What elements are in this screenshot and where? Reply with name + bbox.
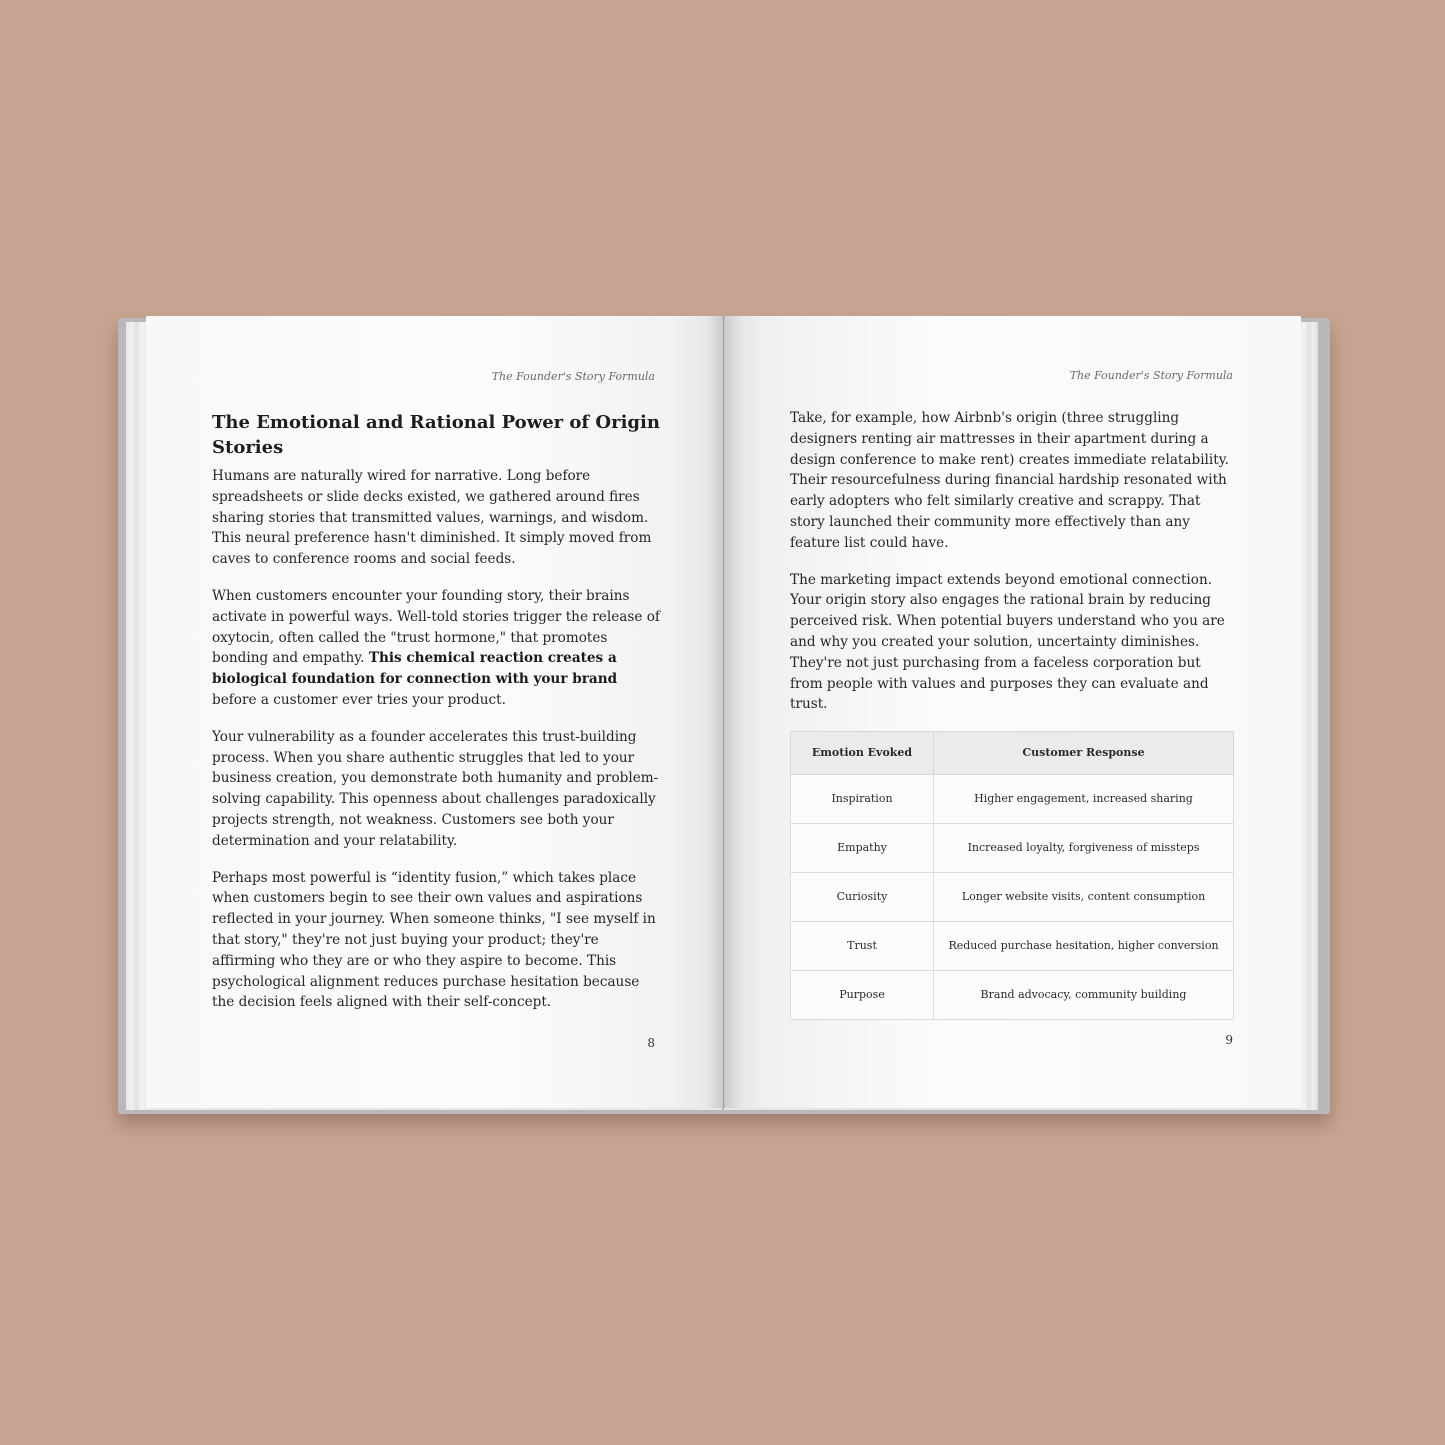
table-row <box>791 922 1234 971</box>
table-cell: Reduced purchase hesitation, higher conversion <box>934 922 1234 971</box>
left-page <box>146 316 723 1108</box>
running-head: The Founder's Story Formula <box>1069 369 1233 382</box>
paragraph: Perhaps most powerful is “identity fusion,” which takes place when customers begin to see their own values and aspirations reflected in your journey. When someone thinks, "I see myself in that story," they're not just buying your product; they're affirming who they are or who they aspire to become. This psychological alignment reduces purchase hesitation because the decision feels aligned with their self-concept. <box>212 869 656 1011</box>
table-cell: Curiosity <box>791 873 934 922</box>
section-title: The Emotional and Rational Power of Origin Stories <box>212 412 660 458</box>
table-header-cell: Emotion Evoked <box>791 732 934 775</box>
paragraph: Your vulnerability as a founder accelerates this trust-building process. When you share authentic struggles that led to your business creation, you demonstrate both humanity and problem-solving capability. This openness about challenges paradoxically projects strength, not weakness. Customers see both your determination and your relatability. <box>212 728 659 849</box>
paragraph: The marketing impact extends beyond emotional connection. Your origin story also engages the rational brain by reducing perceived risk. When potential buyers understand who you are and why you created your solution, uncertainty diminishes. They're not just purchasing from a faceless corporation but from people with values and purposes they can evaluate and trust. <box>790 571 1225 713</box>
page-number: 8 <box>647 1036 655 1050</box>
table-cell: Brand advocacy, community building <box>934 971 1234 1020</box>
table-cell: Increased loyalty, forgiveness of missteps <box>934 824 1234 873</box>
right-page-content <box>790 408 1236 1020</box>
table-cell: Empathy <box>791 824 934 873</box>
page-number: 9 <box>1225 1033 1233 1047</box>
table-row <box>791 824 1234 873</box>
table-row <box>791 971 1234 1020</box>
paragraph: Take, for example, how Airbnb's origin (three struggling designers renting air mattresses in their apartment during a design conference to make rent) creates immediate relatability. Their resourcefulness during financial hardship resonated with early adopters who felt similarly creative and scrappy. That story launched their community more effectively than any feature list could have. <box>790 410 1229 551</box>
paragraph-text: before a customer ever tries your product. <box>212 691 506 708</box>
left-page-content <box>212 410 660 1029</box>
table-cell: Inspiration <box>791 775 934 824</box>
bold-emphasis: This chemical reaction creates a biological foundation for connection with your brand <box>212 650 618 688</box>
table-cell: Higher engagement, increased sharing <box>934 775 1234 824</box>
table-row <box>791 775 1234 824</box>
table-header-cell: Customer Response <box>934 732 1234 775</box>
table-cell: Longer website visits, content consumption <box>934 873 1234 922</box>
paragraph: Humans are naturally wired for narrative. Long before spreadsheets or slide decks existed, we gathered around fires sharing stories that transmitted values, warnings, and wisdom. This neural preference hasn't diminished. It simply moved from caves to conference rooms and social feeds. <box>212 468 652 568</box>
paragraph <box>212 586 660 711</box>
right-page <box>724 316 1301 1108</box>
running-head: The Founder's Story Formula <box>491 370 655 383</box>
table-row <box>791 873 1234 922</box>
paragraph-text: When customers encounter your founding story, their brains activate in powerful ways. Well-told stories trigger the release of oxytocin, often called the "trust hormone," that promotes bonding and empathy. <box>212 587 660 667</box>
emotion-response-table <box>790 731 1234 1020</box>
table-header-row <box>791 732 1234 775</box>
table-cell: Purpose <box>791 971 934 1020</box>
table-cell: Trust <box>791 922 934 971</box>
